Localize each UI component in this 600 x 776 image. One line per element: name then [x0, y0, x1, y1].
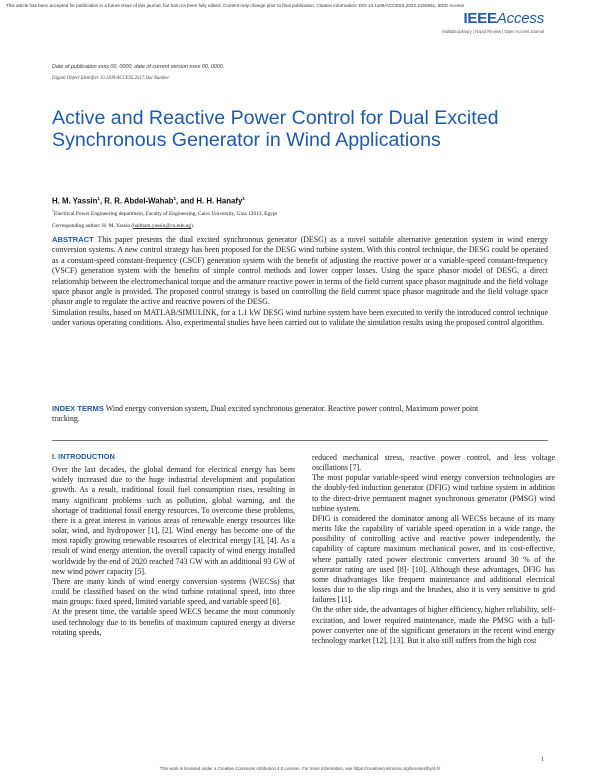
license-footer: This work is licensed under a Creative Commons Attribution 4.0 License. For more information, see https://creativecommons.org/licenses/by/4.0/ — [159, 766, 441, 771]
corresponding-author — [52, 223, 194, 229]
paper-title: Active and Reactive Power Control for Dual Excited Synchronous Generator in Wind Applications — [52, 107, 499, 151]
body-paragraph: Over the last decades, the global demand for electrical energy has been widely increased due to the huge industrial development and population growth. As a result, traditional fossil fuel consumption rises, resulting in many significant problems such as pollution, global warning, and the shortage of traditional fossil energy resources. To overcome these problems, there is a great interest in various areas of renewable energy resources like solar, wind, and hydropower [1], [2]. Wind energy has become one of the most rapidly growing renewable resources of electrical energy [3], [4]. As a result of wind energy attention, the overall capacity of wind energy installed worldwide by the end of 2020 reached 743 GW with an additional 93 GW of new wind power capacity [5]. — [52, 465, 295, 576]
page-number: 1 — [541, 756, 545, 763]
ieee-access-logo — [463, 10, 544, 27]
body-paragraph: On the other side, the advantages of higher efficiency, higher reliability, self-excitation, and lower required maintenance, made the PMSG with a full-power converter one of the significant generators in the recent wind energy technology market [12], [13]. But it also still suffers from the high cost — [312, 605, 555, 645]
corresponding-email-link[interactable]: haitham.yassin@cu.edu.eg — [133, 223, 191, 229]
index-terms-paragraph — [52, 404, 492, 425]
index-terms-text: Wind energy conversion system, Dual excited synchronous generator. Reactive power control, Maximum power point tracking. — [52, 404, 479, 424]
author-separator: , and — [176, 196, 197, 206]
logo-tagline: Multidisciplinary | Rapid Review | Open Access Journal — [442, 29, 544, 34]
index-terms — [52, 404, 492, 425]
abstract-label: ABSTRACT — [52, 235, 94, 244]
publication-notice: This article has been accepted for publication in a future issue of this journal, but has not been fully edited. Content may change prior to final publication. Citation information: DOI 10.1109/ACCESS.2022.3150651, IEEE Access — [6, 3, 465, 8]
right-column — [312, 453, 555, 646]
author-name: R. R. Abdel-Wahab — [104, 196, 174, 206]
affiliation-sup: 1 — [52, 209, 54, 213]
section-divider — [52, 440, 548, 441]
author-sup: 1 — [173, 196, 176, 201]
index-terms-label: INDEX TERMS — [52, 404, 104, 413]
corresponding-close: ). — [190, 223, 195, 229]
body-paragraph: There are many kinds of wind energy conversion systems (WECSs) that could be classified based on the wind turbine rotational speed, into three main groups: fixed speed, limited variable speed, and variable speed [6]. — [52, 576, 295, 607]
logo-accent: Access — [496, 10, 544, 27]
abstract-paragraph — [52, 235, 548, 308]
affiliation — [52, 209, 277, 217]
doi-line: Digital Object Identifier 10.1109/ACCESS.2017.Doi Number — [52, 76, 170, 81]
author-list — [52, 196, 245, 206]
abstract — [52, 235, 548, 329]
affiliation-text: Electrical Power Engineering department, Faculty of Engineering, Cairo University, Giza 12613, Egypt — [53, 210, 278, 217]
publication-dates: Date of publication xxxx 00, 0000, date of current version xxxx 00, 0000. — [52, 64, 225, 70]
body-paragraph: The most popular variable-speed wind energy conversion technologies are the doubly-fed induction generator (DFIG) wind turbine system in addition to the direct-drive permanent magnet synchronous generator (PMSG) wind turbine system. — [312, 473, 555, 513]
corresponding-label: Corresponding author: H. M. Yassin ( — [52, 223, 134, 229]
left-column — [52, 452, 295, 638]
body-paragraph: At the present time, the variable speed WECS became the most commonly used technology due to its benefits of maximum captured energy at diverse rotating speeds, — [52, 607, 295, 637]
logo-main: IEEE — [463, 10, 497, 27]
body-paragraph: DFIG is considered the dominator among all WECSs because of its many merits like the capability of variable speed operation in a wide range, the possibility of controlling active and reactive power independently, the capability of capture maximum mechanical power, and its cost-effective, where partially rated power electronic converters around 30 % of the generator rating are used [8]- [10]. Although these advantages, DFIG has some disadvantages like frequent maintenance and additional electrical losses due to the slip rings and the brushes, also it is very sensitive to grid failures [11]. — [312, 513, 555, 605]
author-sup: 1 — [242, 196, 245, 201]
author-separator: , — [99, 196, 105, 206]
abstract-paragraph: Simulation results, based on MATLAB/SIMULINK, for a 1.1 kW DESG wind turbine system have been executed to verify the introduced control technique under various operating conditions. Also, experimental studies have been carried out to validate the simulation results using the proposed control algorithm. — [52, 307, 548, 328]
section-heading-introduction: I. INTRODUCTION — [52, 452, 115, 461]
body-paragraph: reduced mechanical stress, reactive power control, and less voltage oscillations [7]. — [312, 453, 555, 473]
author-name: H. M. Yassin — [52, 196, 98, 206]
author-sup: 1 — [97, 196, 100, 201]
author-name: H. H. Hanafy — [196, 196, 243, 206]
abstract-text: This paper presents the dual excited synchronous generator (DESG) as a novel suitable alternative generation system in wind energy conversion systems. A new control strategy has been proposed for the DESG wind turbine system. With this control technique, the DESG could be operated as a constant-speed constant-frequency (CSCF) generation system with the benefit of adjusting the reactive power or a variable-speed constant-frequency (VSCF) generation system with the benefits of simple control methods and lower copper losses. Using the space phasor model of DESG, a direct relationship between the electromechanical torque and the armature reactive power in terms of the field current space phasor magnitude and the field voltage space phasor angle is provided. The proposed control strategy is based on controlling the field current space phasor magnitude and the field voltage space phasor angle to regulate the active and reactive powers of the DESG. — [52, 235, 548, 307]
